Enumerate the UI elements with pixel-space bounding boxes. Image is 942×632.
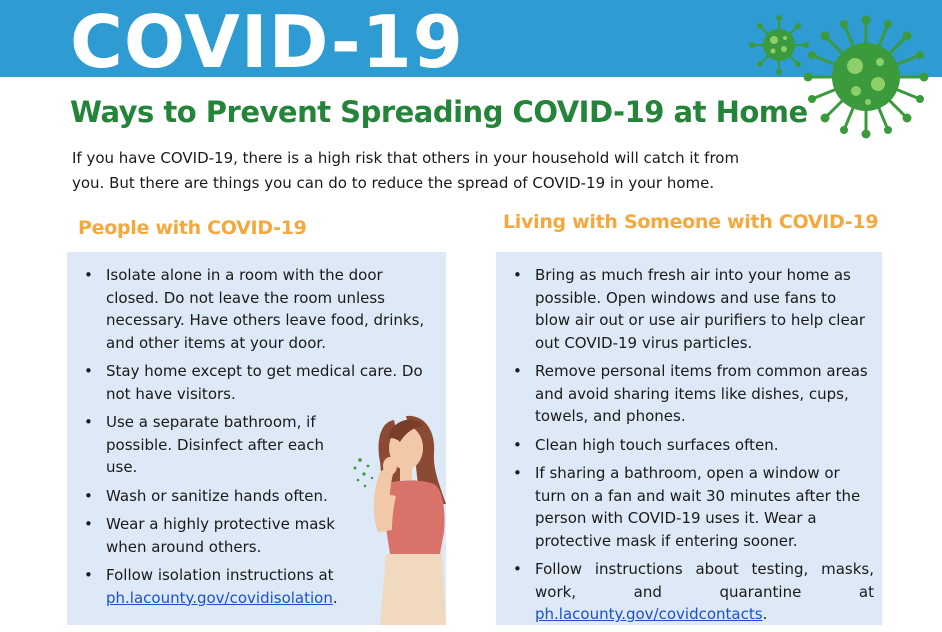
banner-title: COVID-19 [70,0,464,84]
list-item: • Wear a highly protective mask when around others. [67,513,356,558]
living-with-someone-title: Living with Someone with COVID-19 [503,211,879,233]
covidisolation-link[interactable]: ph.lacounty.gov/covidisolation [106,588,333,607]
list-item: • Isolate alone in a room with the door closed. Do not leave the room unless necessary. Have others leave food, drinks, and other items at your door. [67,264,427,354]
intro-paragraph: If you have COVID-19, there is a high risk that others in your household will catch it from you. But there are things you can do to reduce the spread of COVID-19 in your home. [72,149,740,192]
list-item: • Remove personal items from common areas and avoid sharing items like dishes, cups, towels, and phones. [496,360,874,428]
list-item [496,558,874,626]
period: . [762,605,768,623]
list-item: • Clean high touch surfaces often. [496,434,874,457]
covidcontacts-link[interactable]: ph.lacounty.gov/covidcontacts [535,605,763,623]
isolation-instructions-text: Follow isolation instructions at [106,566,334,584]
list-item: • Wash or sanitize hands often. [67,485,356,508]
people-with-covid-title: People with COVID-19 [78,217,307,239]
period: . [332,588,338,607]
virus-icon-large [800,14,932,140]
list-item [67,564,356,609]
list-item: • If sharing a bathroom, open a window or turn on a fan and wait 30 minutes after the person with COVID-19 uses it. Wear a protective mask if entering sooner. [496,462,874,552]
list-item: • Use a separate bathroom, if possible. Disinfect after each use. [67,411,356,479]
list-item: • Stay home except to get medical care. Do not have visitors. [67,360,427,405]
page-heading: Ways to Prevent Spreading COVID-19 at Home [70,95,808,129]
list-item: • Bring as much fresh air into your home as possible. Open windows and use fans to blow air out or use air purifiers to help clear out COVID-19 virus particles. [496,264,874,354]
living-with-someone-panel [496,252,882,625]
testing-instructions-text: Follow instructions about testing, masks, work, and quarantine at [535,560,874,601]
coughing-woman-illustration [350,408,458,625]
living-with-someone-list [496,264,874,632]
